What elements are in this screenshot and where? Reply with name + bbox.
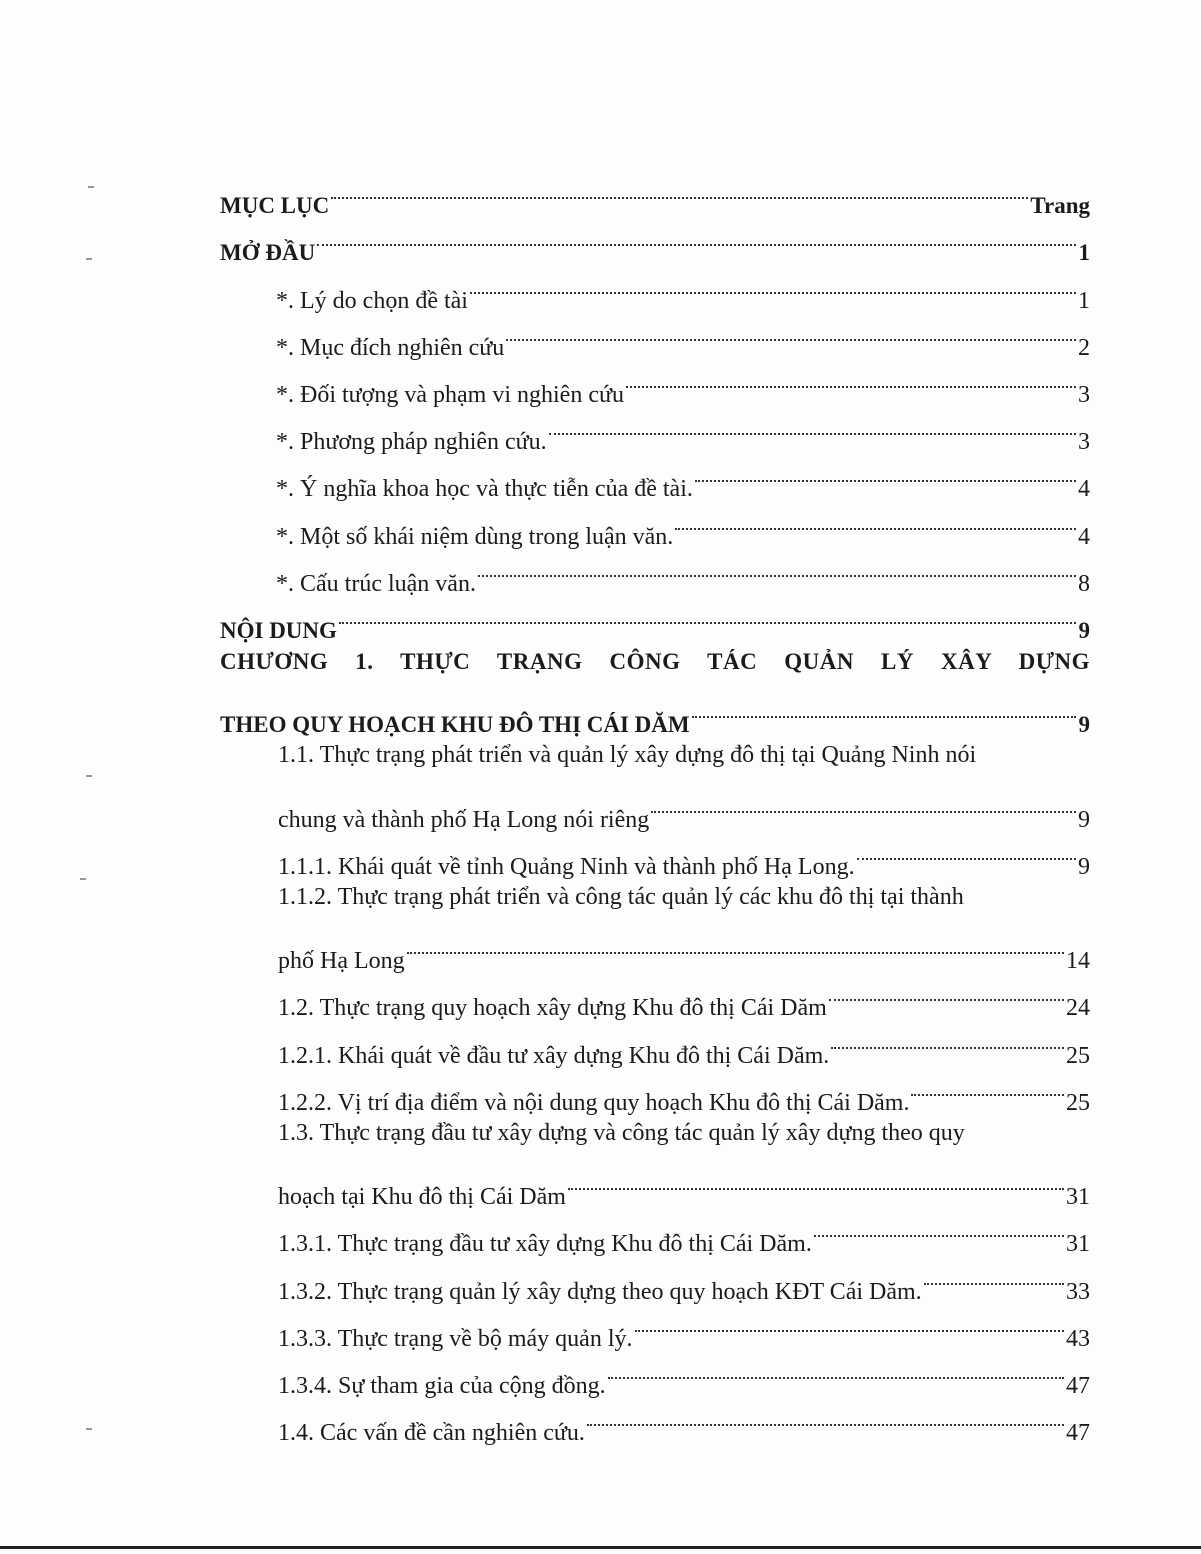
toc-entry-page: 4 (1078, 476, 1090, 503)
toc-entry-page: 9 (1078, 712, 1090, 738)
toc-entry-text: 1.1.1. Khái quát về tỉnh Quảng Ninh và thành phố Hạ Long. (278, 853, 855, 880)
toc-entry-page: 3 (1078, 429, 1090, 456)
dot-leader (814, 1204, 1064, 1251)
toc-entry-text: 1.3.3. Thực trạng về bộ máy quản lý. (278, 1325, 633, 1352)
toc-entry-line1[interactable] (220, 874, 1090, 921)
toc-entry-page: 25 (1066, 1042, 1090, 1069)
toc-entry-page: 9 (1078, 853, 1090, 880)
toc-entry-page: 31 (1066, 1231, 1090, 1258)
toc-entry-text: phố Hạ Long (278, 948, 405, 975)
toc-chapter-line1[interactable] (220, 638, 1090, 685)
dot-leader (549, 402, 1076, 449)
toc-entry-text: NỘI DUNG (220, 617, 337, 643)
dot-leader (651, 779, 1076, 826)
toc-entry-text: 1.2.2. Vị trí địa điểm và nội dung quy hoạch Khu đô thị Cái Dăm. (278, 1089, 910, 1116)
toc-entry-text: *. Ý nghĩa khoa học và thực tiễn của đề tài. (276, 476, 693, 503)
table-of-contents (220, 166, 1090, 1447)
scan-bottom-edge (0, 1546, 1201, 1549)
toc-entry-text: *. Một số khái niệm dùng trong luận văn. (276, 523, 674, 550)
toc-entry-page: 1 (1078, 287, 1090, 314)
toc-entry-page: 43 (1066, 1325, 1090, 1352)
toc-entry-page: 31 (1066, 1184, 1090, 1211)
dot-leader (339, 591, 1076, 638)
toc-entry-text: 1.3.2. Thực trạng quản lý xây dựng theo quy hoạch KĐT Cái Dăm. (278, 1278, 922, 1305)
toc-entry-page: 9 (1078, 617, 1090, 643)
toc-entry-line1[interactable] (220, 732, 1090, 779)
toc-entry-page: 2 (1078, 334, 1090, 361)
dot-leader (829, 968, 1064, 1015)
toc-entry-text: hoạch tại Khu đô thị Cái Dăm (278, 1184, 566, 1211)
toc-entry-page: 14 (1066, 948, 1090, 975)
toc-entry-text: *. Cấu trúc luận văn. (276, 570, 476, 597)
dot-leader (568, 1157, 1064, 1204)
toc-entry-text: *. Mục đích nghiên cứu (276, 334, 505, 361)
toc-entry[interactable] (220, 591, 1090, 643)
toc-entry-page: 9 (1078, 806, 1090, 833)
toc-chapter-line2[interactable] (220, 685, 1090, 738)
toc-entry-text: THEO QUY HOẠCH KHU ĐÔ THỊ CÁI DĂM (220, 712, 690, 738)
toc-entry-line2[interactable] (220, 1157, 1090, 1211)
dot-leader (857, 827, 1076, 874)
toc-header-row (220, 166, 1090, 219)
dot-leader (608, 1346, 1064, 1393)
dot-leader (635, 1299, 1065, 1346)
toc-entry-line1[interactable] (220, 1110, 1090, 1157)
toc-entry-page: 25 (1066, 1089, 1090, 1116)
toc-entry-text: 1.1. Thực trạng phát triển và quản lý xây dựng đô thị tại Quảng Ninh nói (278, 742, 977, 769)
dot-leader (924, 1251, 1064, 1298)
toc-entry-page: 24 (1066, 995, 1090, 1022)
toc-entry-text: 1.1.2. Thực trạng phát triển và công tác quản lý các khu đô thị tại thành (278, 883, 964, 910)
toc-entry-page: 1 (1078, 240, 1090, 266)
toc-entry-text: chung và thành phố Hạ Long nói riêng (278, 806, 650, 833)
toc-entry-text: 1.3. Thực trạng đầu tư xây dựng và công tác quản lý xây dựng theo quy (278, 1119, 965, 1146)
dot-leader (317, 213, 1076, 260)
dot-leader (626, 355, 1076, 402)
toc-header-page-label: Trang (1030, 193, 1090, 219)
scan-margin-mark (80, 878, 86, 880)
dot-leader (587, 1393, 1064, 1440)
scan-margin-mark (86, 258, 92, 260)
toc-entry-text: *. Đối tượng và phạm vi nghiên cứu (276, 381, 624, 408)
toc-entry-text: 1.2. Thực trạng quy hoạch xây dựng Khu đô thị Cái Dăm (278, 995, 827, 1022)
dot-leader (692, 685, 1076, 732)
toc-entry-page: 33 (1066, 1278, 1090, 1305)
toc-entry-text: 1.4. Các vấn đề cần nghiên cứu. (278, 1420, 585, 1447)
toc-entry-text: 1.3.1. Thực trạng đầu tư xây dựng Khu đô thị Cái Dăm. (278, 1231, 812, 1258)
scan-margin-mark (86, 775, 92, 777)
toc-entry-text: 1.3.4. Sự tham gia của cộng đồng. (278, 1372, 606, 1399)
toc-entry[interactable] (220, 213, 1090, 266)
dot-leader (331, 166, 1028, 213)
dot-leader (407, 921, 1064, 968)
dot-leader (695, 449, 1076, 496)
dot-leader (911, 1063, 1064, 1110)
toc-entry-page: 47 (1066, 1420, 1090, 1447)
toc-entry-text: CHƯƠNG 1. THỰC TRẠNG CÔNG TÁC QUẢN LÝ XÂY DỰNG (220, 648, 1090, 674)
toc-entry-text: 1.2.1. Khái quát về đầu tư xây dựng Khu đô thị Cái Dăm. (278, 1042, 830, 1069)
toc-entry-page: 47 (1066, 1372, 1090, 1399)
toc-header-label: MỤC LỤC (220, 193, 330, 219)
scan-margin-mark (88, 186, 94, 188)
dot-leader (470, 260, 1076, 307)
toc-entry-page: 8 (1078, 570, 1090, 597)
toc-entry-line2[interactable] (220, 779, 1090, 833)
dot-leader (478, 544, 1076, 591)
dot-leader (831, 1015, 1064, 1062)
toc-entry-line2[interactable] (220, 921, 1090, 975)
toc-entry-text: *. Lý do chọn đề tài (276, 287, 468, 314)
toc-entry[interactable] (220, 260, 1090, 314)
scan-margin-mark (86, 1428, 92, 1430)
dot-leader (506, 308, 1076, 355)
dot-leader (675, 496, 1076, 543)
toc-entry-page: 3 (1078, 381, 1090, 408)
toc-entry-page: 4 (1078, 523, 1090, 550)
toc-entry-text: MỞ ĐẦU (220, 240, 316, 266)
toc-entry-text: *. Phương pháp nghiên cứu. (276, 429, 547, 456)
